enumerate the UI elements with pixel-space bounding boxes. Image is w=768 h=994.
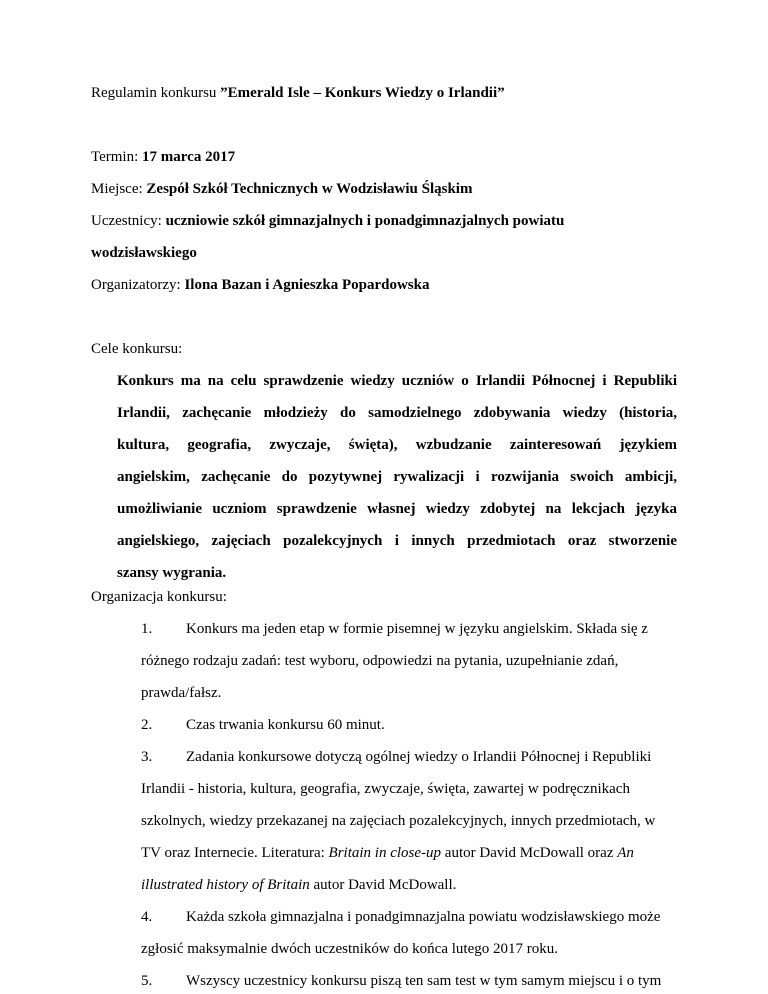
goals-line: szansy wygrania. [117,565,227,581]
literature-prefix: TV oraz Internecie. Literatura: [141,845,329,861]
item-number: 5. [141,973,153,989]
literature-line [141,844,634,862]
item-text: Każda szkoła gimnazjalna i ponadgimnazjalna powiatu wodzisławskiego może [186,909,661,925]
detail-value: uczniowie szkół gimnazjalnych i ponadgimnazjalnych powiatu [165,213,565,229]
detail-participants-cont: wodzisławskiego [91,245,197,261]
detail-organizers [91,276,429,294]
detail-date [91,148,235,166]
title-name: ”Emerald Isle – Konkurs Wiedzy o Irlandii” [220,85,505,101]
document-title [91,84,505,102]
goals-line: Konkurs ma na celu sprawdzenie wiedzy uczniów o Irlandii Północnej i Republiki [117,373,677,389]
literature-mid: autor David McDowall oraz [441,845,618,861]
goals-line: Irlandii, zachęcanie młodzieży do samodzielnego zdobywania wiedzy (historia, [117,405,677,421]
title-prefix: Regulamin konkursu [91,85,221,101]
literature-line-cont [141,876,456,894]
item-text-cont: różnego rodzaju zadań: test wyboru, odpowiedzi na pytania, uzupełnianie zdań, [141,653,619,669]
goals-line: kultura, geografia, zwyczaje, święta), wzbudzanie zainteresowań językiem [117,437,677,453]
item-text: Wszyscy uczestnicy konkursu piszą ten sam test w tym samym miejscu i o tym [186,973,662,989]
literature-suffix: autor David McDowall. [309,877,457,893]
item-number: 2. [141,717,153,733]
book-title: illustrated history of Britain [141,877,310,893]
organization-heading: Organizacja konkursu: [91,589,227,605]
item-text: Czas trwania konkursu 60 minut. [186,717,385,733]
detail-label: Uczestnicy: [91,213,166,229]
detail-participants [91,212,564,230]
item-number: 4. [141,909,153,925]
detail-value: Ilona Bazan i Agnieszka Popardowska [184,277,430,293]
item-text: Zadania konkursowe dotyczą ogólnej wiedzy o Irlandii Północnej i Republiki [186,749,652,765]
goals-line: angielskim, zachęcanie do pozytywnej rywalizacji i rozwijania swoich ambicji, [117,469,677,485]
detail-place [91,180,472,198]
detail-label: Termin: [91,149,143,165]
goals-line: angielskiego, zajęciach pozalekcyjnych i innych przedmiotach oraz stworzenie [117,533,677,549]
item-text-cont: zgłosić maksymalnie dwóch uczestników do końca lutego 2017 roku. [141,941,558,957]
detail-value: 17 marca 2017 [142,149,236,165]
item-number: 1. [141,621,153,637]
item-text: Konkurs ma jeden etap w formie pisemnej w języku angielskim. Składa się z [186,621,648,637]
goals-heading: Cele konkursu: [91,341,183,357]
detail-label: Miejsce: [91,181,147,197]
item-text-cont: prawda/fałsz. [141,685,222,701]
item-text-cont: szkolnych, wiedzy przekazanej na zajęciach pozalekcyjnych, innych przedmiotach, w [141,813,656,829]
detail-value: Zespół Szkół Technicznych w Wodzisławiu Śląskim [146,181,473,197]
item-number: 3. [141,749,153,765]
book-title: Britain in close-up [328,845,442,861]
book-title: An [617,845,634,861]
detail-label: Organizatorzy: [91,277,185,293]
item-text-cont: Irlandii - historia, kultura, geografia, zwyczaje, święta, zawartej w podręcznikach [141,781,630,797]
goals-line: umożliwianie uczniom sprawdzenie własnej wiedzy zdobytej na lekcjach języka [117,501,677,517]
